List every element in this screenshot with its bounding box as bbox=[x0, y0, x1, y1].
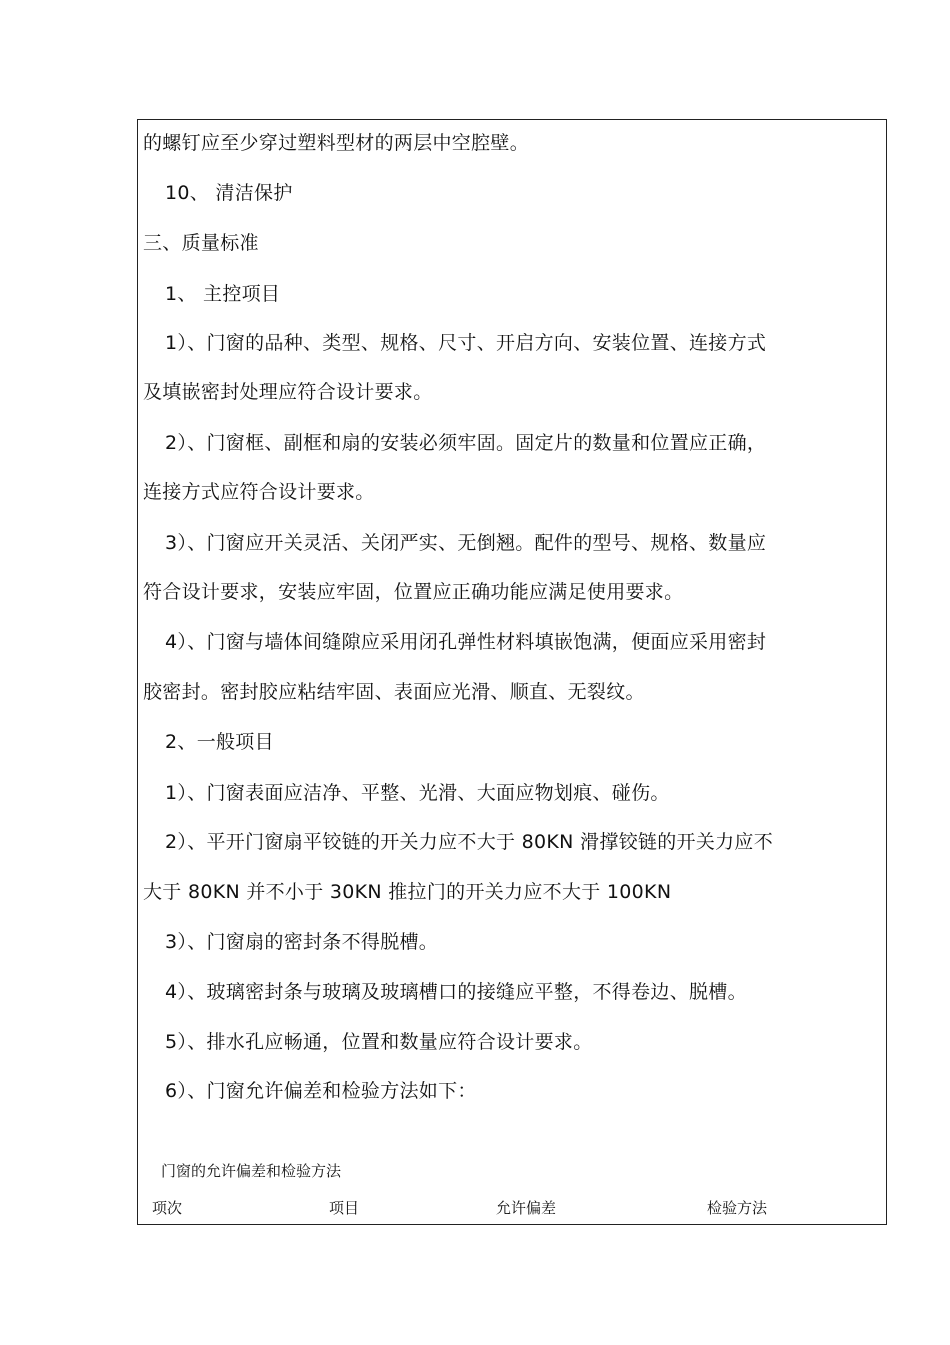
table-header-item: 项目 bbox=[329, 1199, 360, 1217]
text-line-10: 符合设计要求，安装应牢固，位置应正确功能应满足使用要求。 bbox=[143, 581, 684, 603]
text-line-12: 胶密封。密封胶应粘结牢固、表面应光滑、顺直、无裂纹。 bbox=[143, 681, 645, 703]
text-line-2: 10、 清洁保护 bbox=[165, 182, 293, 204]
table-caption: 门窗的允许偏差和检验方法 bbox=[161, 1162, 342, 1180]
text-line-19: 5）、排水孔应畅通，位置和数量应符合设计要求。 bbox=[165, 1031, 593, 1053]
section-heading: 三、质量标准 bbox=[143, 232, 259, 254]
subsection-heading-main: 1、 主控项目 bbox=[165, 283, 281, 305]
text-line-14: 1）、门窗表面应洁净、平整、光滑、大面应物划痕、碰伤。 bbox=[165, 782, 670, 804]
table-header-method: 检验方法 bbox=[707, 1199, 768, 1217]
text-line-11: 4）、门窗与墙体间缝隙应采用闭孔弹性材料填嵌饱满，便面应采用密封 bbox=[165, 631, 767, 653]
table-header-tolerance: 允许偏差 bbox=[496, 1199, 557, 1217]
subsection-heading-general: 2、一般项目 bbox=[165, 731, 274, 753]
text-line-17: 3）、门窗扇的密封条不得脱槽。 bbox=[165, 931, 439, 953]
text-line-1: 的螺钉应至少穿过塑料型材的两层中空腔壁。 bbox=[143, 132, 530, 154]
text-line-15: 2）、平开门窗扇平铰链的开关力应不大于 80KN 滑撑铰链的开关力应不 bbox=[165, 831, 774, 853]
table-header-index: 项次 bbox=[152, 1199, 183, 1217]
text-line-7: 2）、门窗框、副框和扇的安装必须牢固。固定片的数量和位置应正确， bbox=[165, 432, 767, 454]
text-line-8: 连接方式应符合设计要求。 bbox=[143, 481, 375, 503]
text-line-6: 及填嵌密封处理应符合设计要求。 bbox=[143, 381, 433, 403]
text-line-9: 3）、门窗应开关灵活、关闭严实、无倒翘。配件的型号、规格、数量应 bbox=[165, 532, 767, 554]
text-line-20: 6）、门窗允许偏差和检验方法如下： bbox=[165, 1080, 477, 1102]
text-line-16: 大于 80KN 并不小于 30KN 推拉门的开关力应不大于 100KN bbox=[143, 881, 672, 903]
text-line-5: 1）、门窗的品种、类型、规格、尺寸、开启方向、安装位置、连接方式 bbox=[165, 332, 767, 354]
text-line-18: 4）、玻璃密封条与玻璃及玻璃槽口的接缝应平整，不得卷边、脱槽。 bbox=[165, 981, 747, 1003]
